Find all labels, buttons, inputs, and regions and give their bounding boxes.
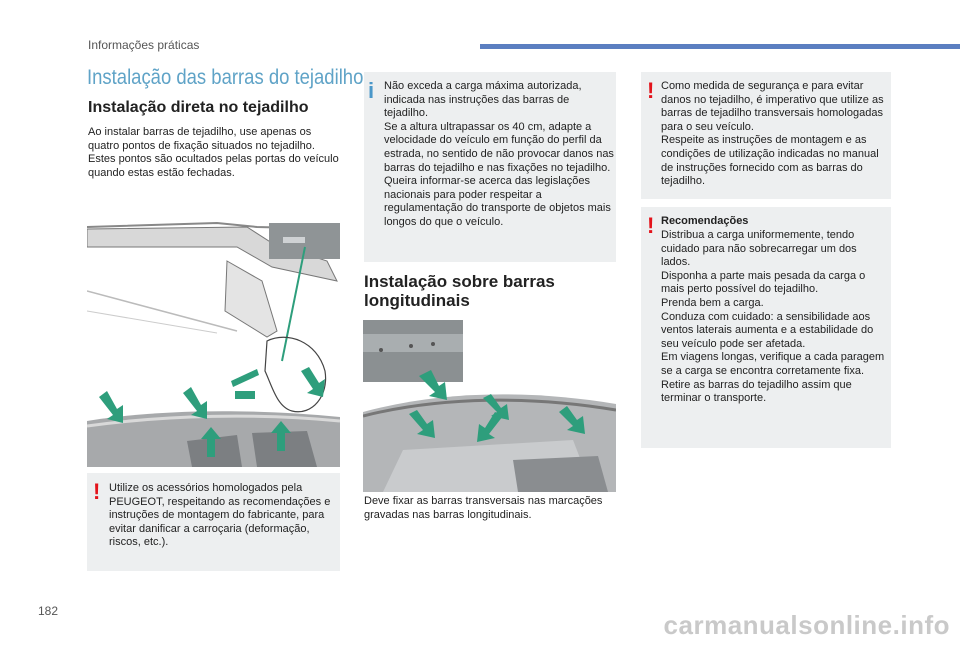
page-number: 182: [38, 604, 59, 618]
recommendations-title: Recomendações: [661, 215, 749, 227]
recommendations-text: Distribua a carga uniformemente, tendo cuidado para não sobrecarregar um dos lados. Disponha a parte mais pesada da carga o mais perto possível do tejadilho. Prenda bem a carga. Conduza com cuidado: a sensibilidade aos ventos laterais aumenta e a estabilidade do seu veículo pode ser afetada. Em viagens longas, verifique a cada paragem se a carga se encontra corretamente fixa. Retire as barras do tejadilho assim que terminar o transporte.: [661, 229, 885, 405]
info-load-text: Não exceda a carga máxima autorizada, indicada nas instruções das barras de tejadilho. Se a altura ultrapassar os 40 cm, adapte a velocidade do veículo em função do perfil da estrada, no sentido de não provocar danos nas barras do tejadilho e nas fixações no tejadilho. Queira informar-se acerca das legislações nacionais para poder respeitar a regulamentação do transporte de objetos mais longos do que o veículo.: [384, 80, 614, 228]
running-header: Informações práticas: [88, 38, 200, 52]
longitudinal-bars-illustration: [363, 320, 616, 492]
exclamation-icon: !: [93, 479, 101, 504]
header-accent-bar: [480, 44, 960, 49]
info-icon: i: [368, 78, 375, 103]
watermark: carmanualsonline.info: [663, 610, 950, 640]
warning-safety-text: Como medida de segurança e para evitar danos no tejadilho, é imperativo que utilize as barras de tejadilho transversais homologadas para o seu veículo. Respeite as instruções de montagem e as condições de utilização indicadas no manual de instruções fornecido com as barras do tejadilho.: [661, 80, 884, 188]
section2-heading: Instalação sobre barras longitudinais: [364, 272, 555, 310]
warning-recommendations-box: [641, 207, 891, 448]
section1-body: Ao instalar barras de tejadilho, use apenas os quatro pontos de fixação situados no tejadilho. Estes pontos são ocultados pelas portas do veículo quando estas estão fechadas.: [88, 126, 339, 179]
exclamation-icon: !: [647, 78, 655, 103]
info-load-box: [364, 72, 616, 262]
section1-heading: Instalação direta no tejadilho: [88, 99, 309, 116]
warning-accessories-text: Utilize os acessórios homologados pela PEUGEOT, respeitando as recomendações e instruções de montagem do fabricante, para evitar danificar a carroçaria (deformação, riscos, etc.).: [109, 482, 331, 549]
warning-accessories-box: [87, 473, 340, 571]
section2-caption: Deve fixar as barras transversais nas marcações gravadas nas barras longitudinais.: [364, 495, 603, 521]
warning-safety-box: [641, 72, 891, 199]
roof-bar-direct-illustration: [87, 221, 340, 467]
exclamation-icon: !: [647, 213, 655, 238]
page-title: Instalação das barras do tejadilho: [87, 66, 364, 89]
